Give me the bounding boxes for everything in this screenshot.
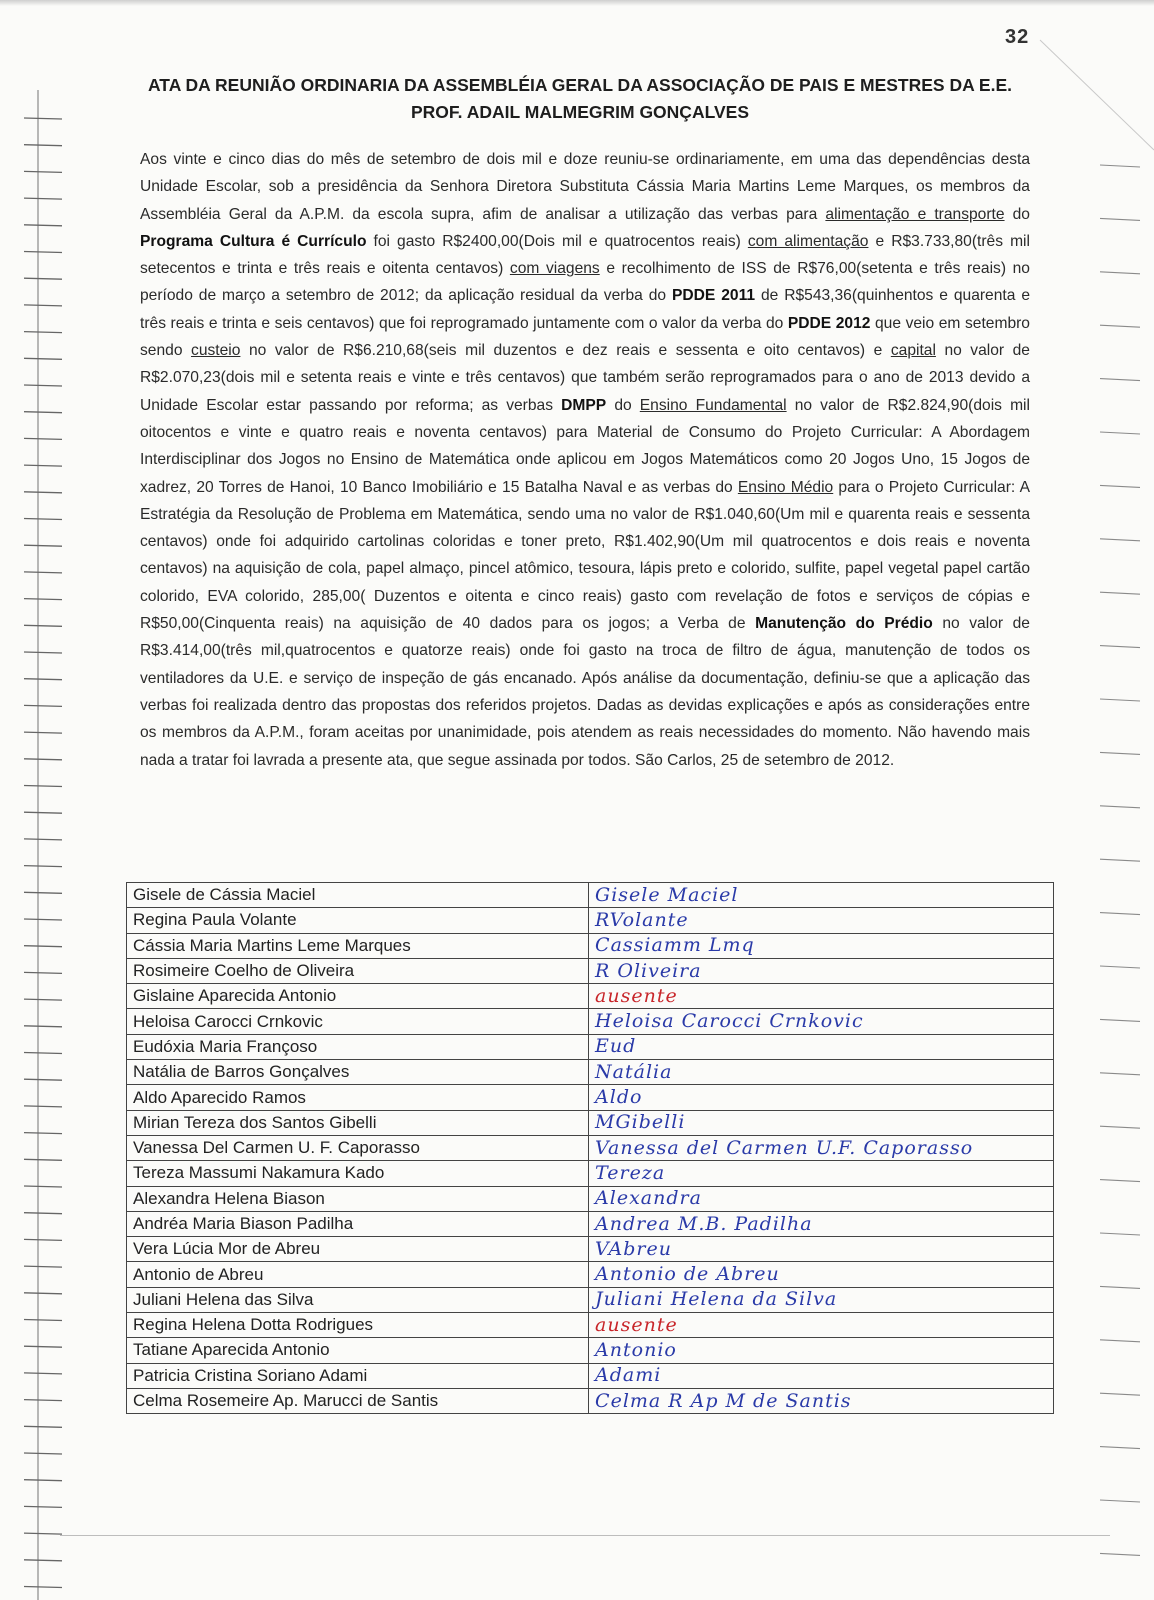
signature-cell xyxy=(589,1161,1054,1186)
handwritten-signature: Cassiamm Lmq xyxy=(595,934,755,957)
signature-row xyxy=(127,1085,1054,1110)
handwritten-signature: Antonio de Abreu xyxy=(595,1263,780,1286)
body-text: Aos vinte e cinco dias do mês de setembro de dois mil e doze reuniu-se ordinariamente, em uma das dependências desta Unidade Escolar, sob a presidência da Senhora Diretora Substituta Cássia Maria Martins Leme Marques, os membros da Assembléia Geral da A.P.M. da escola supra, afim de analisar a utilização das verbas para xyxy=(140,151,1030,223)
right-margin-ruling xyxy=(1100,0,1154,1600)
signature-row xyxy=(127,1135,1054,1160)
signature-cell xyxy=(589,908,1054,933)
underlined-text: Ensino Médio xyxy=(737,478,834,496)
handwritten-signature: Adami xyxy=(595,1364,662,1387)
member-name: Cássia Maria Martins Leme Marques xyxy=(127,933,589,958)
signature-row xyxy=(127,1211,1054,1236)
signature-cell xyxy=(589,958,1054,983)
signature-row xyxy=(127,984,1054,1009)
signature-row xyxy=(127,1186,1054,1211)
signature-cell xyxy=(589,1211,1054,1236)
member-name: Antonio de Abreu xyxy=(127,1262,589,1287)
signature-cell xyxy=(589,1085,1054,1110)
signature-cell xyxy=(589,1338,1054,1363)
title-line-2: PROF. ADAIL MALMEGRIM GONÇALVES xyxy=(410,102,749,122)
body-text: no valor de R$2.824,90(dois mil oitocentos e vinte e quatro reais e noventa centavos) para Material de Consumo do Projeto Curricular: A Abordagem Interdisciplinar dos Jogos no Ensino de Matemática onde aplicou em Jogos Matemáticos como 20 Jogos Uno, 15 Jogos de xadrez, 20 Torres de Hanoi, 10 Banco Imobiliário e 15 Batalha Naval e as verbas do xyxy=(140,396,1030,496)
bold-text: PDDE 2012 xyxy=(787,314,871,332)
handwritten-signature: Tereza xyxy=(595,1161,666,1184)
page-bottom-rule xyxy=(60,1535,1110,1536)
signature-row xyxy=(127,958,1054,983)
underlined-text: custeio xyxy=(191,342,241,360)
member-name: Vera Lúcia Mor de Abreu xyxy=(127,1237,589,1262)
signature-row xyxy=(127,1363,1054,1388)
member-name: Andréa Maria Biason Padilha xyxy=(127,1211,589,1236)
page-number: 32 xyxy=(1005,26,1030,48)
bold-text: Manutenção do Prédio xyxy=(755,615,933,633)
signature-cell xyxy=(589,1313,1054,1338)
member-name: Vanessa Del Carmen U. F. Caporasso xyxy=(127,1135,589,1160)
body-text: no valor de R$3.414,00(três mil,quatrocentos e quatorze reais) onde foi gasto na troca de filtro de água, manutenção de todos os ventiladores da U.E. e serviço de inspeção de gás encanado. Após análise da documentação, definiu-se que a aplicação das verbas foi realizada dentro das propostas dos referidos projetos. Dadas as devidas explicações e após as considerações entre os membros da A.P.M., foram aceitas por unanimidade, pois atendem as reais necessidades do momento. Não havendo mais nada a tratar foi lavrada a presente ata, que segue assinada por todos. São Carlos, 25 de setembro de 2012. xyxy=(140,615,1030,769)
body-text: do xyxy=(1004,205,1030,223)
signature-row xyxy=(127,1009,1054,1034)
body-text: no valor de R$2.070,23(dois mil e setenta reais e vinte e três centavos) que também serão reprogramados para o ano de 2013 devido a Unidade Escolar estar passando por reforma; as verbas xyxy=(140,342,1030,414)
member-name: Tereza Massumi Nakamura Kado xyxy=(127,1161,589,1186)
signature-row xyxy=(127,1388,1054,1413)
body-text: para o Projeto Curricular: A Estratégia da Resolução de Problema em Matemática, sendo uma no valor de R$1.040,60(Um mil e quarenta reais e sessenta centavos) onde foi adquirido cartolinas coloridas e toner preto, R$1.402,90(Um mil quatrocentos e dois reais e noventa centavos) na aquisição de cola, papel almaço, pincel atômico, tesoura, lápis preto e colorido, sulfite, papel vegetal papel cartão colorido, EVA colorido, 285,00( Duzentos e oitenta e cinco reais) gasto com revelação de fotos e serviços de cópias e R$50,00(Cinquenta reais) na aquisição de 40 dados para os jogos; a Verba de xyxy=(140,478,1030,633)
handwritten-signature: Alexandra xyxy=(595,1187,702,1210)
member-name: Patricia Cristina Soriano Adami xyxy=(127,1363,589,1388)
signature-cell xyxy=(589,1388,1054,1413)
body-text: do xyxy=(606,396,640,414)
signature-row xyxy=(127,1034,1054,1059)
signature-cell xyxy=(589,1009,1054,1034)
title-line-1: ATA DA REUNIÃO ORDINARIA DA ASSEMBLÉIA GERAL DA ASSOCIAÇÃO DE PAIS E MESTRES DA E.E. xyxy=(147,75,1013,95)
signature-table xyxy=(126,882,1054,1414)
signature-row xyxy=(127,933,1054,958)
signature-cell xyxy=(589,1135,1054,1160)
member-name: Eudóxia Maria Françoso xyxy=(127,1034,589,1059)
signature-cell xyxy=(589,1186,1054,1211)
handwritten-signature: R Oliveira xyxy=(595,959,702,982)
body-text: e recolhimento de ISS de R$76,00(setenta e três reais) no período de março a setembro de 2012; da aplicação residual da verba do xyxy=(140,260,1030,305)
handwritten-signature: Eud xyxy=(595,1035,637,1058)
handwritten-signature: Aldo xyxy=(595,1086,643,1109)
underlined-text: alimentação e transporte xyxy=(825,205,1005,223)
bold-text: PDDE 2011 xyxy=(671,287,756,305)
document-title xyxy=(120,72,1040,126)
signature-cell xyxy=(589,1363,1054,1388)
member-name: Aldo Aparecido Ramos xyxy=(127,1085,589,1110)
signature-row xyxy=(127,1262,1054,1287)
signature-row xyxy=(127,883,1054,908)
body-text: de R$543,36(quinhentos e quarenta e três reais e trinta e seis centavos) que foi reprogramado juntamente com o valor da verba do xyxy=(140,287,1030,332)
handwritten-signature: Antonio xyxy=(595,1338,677,1361)
handwritten-signature: MGibelli xyxy=(595,1111,686,1134)
handwritten-signature: Natália xyxy=(595,1060,673,1083)
signature-cell xyxy=(589,984,1054,1009)
signature-cell xyxy=(589,1287,1054,1312)
member-name: Regina Helena Dotta Rodrigues xyxy=(127,1313,589,1338)
signature-cell xyxy=(589,1110,1054,1135)
bold-text: Programa Cultura é Currículo xyxy=(140,232,367,250)
signature-cell xyxy=(589,1060,1054,1085)
signature-cell xyxy=(589,1237,1054,1262)
signature-row xyxy=(127,1338,1054,1363)
underlined-text: capital xyxy=(890,342,936,360)
underlined-text: com viagens xyxy=(509,260,600,278)
member-name: Gislaine Aparecida Antonio xyxy=(127,984,589,1009)
member-name: Alexandra Helena Biason xyxy=(127,1186,589,1211)
underlined-text: com alimentação xyxy=(747,232,869,250)
handwritten-signature: RVolante xyxy=(595,908,689,931)
minutes-body xyxy=(140,146,1030,774)
bold-text: DMPP xyxy=(561,396,607,414)
member-name: Natália de Barros Gonçalves xyxy=(127,1060,589,1085)
member-name: Rosimeire Coelho de Oliveira xyxy=(127,958,589,983)
member-name: Juliani Helena das Silva xyxy=(127,1287,589,1312)
body-text: no valor de R$6.210,68(seis mil duzentos e dez reais e sessenta e oito centavos) e xyxy=(240,342,891,360)
handwritten-signature: VAbreu xyxy=(595,1237,672,1260)
signature-row xyxy=(127,908,1054,933)
member-name: Regina Paula Volante xyxy=(127,908,589,933)
member-name: Mirian Tereza dos Santos Gibelli xyxy=(127,1110,589,1135)
signature-row xyxy=(127,1161,1054,1186)
left-margin-ruling xyxy=(0,0,80,1600)
handwritten-signature: ausente xyxy=(595,1313,678,1336)
signature-cell xyxy=(589,883,1054,908)
signature-row xyxy=(127,1237,1054,1262)
body-text: e R$3.733,80(três mil setecentos e trinta e três reais e oitenta centavos) xyxy=(140,232,1030,278)
handwritten-signature: Heloisa Carocci Crnkovic xyxy=(595,1010,864,1033)
member-name: Gisele de Cássia Maciel xyxy=(127,883,589,908)
signature-row xyxy=(127,1060,1054,1085)
member-name: Tatiane Aparecida Antonio xyxy=(127,1338,589,1363)
signature-row xyxy=(127,1287,1054,1312)
handwritten-signature: Gisele Maciel xyxy=(595,883,739,906)
signature-row xyxy=(127,1110,1054,1135)
handwritten-signature: Vanessa del Carmen U.F. Caporasso xyxy=(595,1136,974,1159)
underlined-text: Ensino Fundamental xyxy=(639,396,787,414)
signature-row xyxy=(127,1313,1054,1338)
signature-cell xyxy=(589,933,1054,958)
signature-cell xyxy=(589,1034,1054,1059)
body-text: foi gasto R$2400,00(Dois mil e quatrocentos reais) xyxy=(366,232,748,250)
handwritten-signature: Celma R Ap M de Santis xyxy=(595,1389,852,1412)
body-text: que veio em setembro sendo xyxy=(140,314,1030,360)
handwritten-signature: Andrea M.B. Padilha xyxy=(595,1212,813,1235)
signature-cell xyxy=(589,1262,1054,1287)
member-name: Celma Rosemeire Ap. Marucci de Santis xyxy=(127,1388,589,1413)
handwritten-signature: ausente xyxy=(595,984,678,1007)
handwritten-signature: Juliani Helena da Silva xyxy=(595,1288,838,1311)
member-name: Heloisa Carocci Crnkovic xyxy=(127,1009,589,1034)
